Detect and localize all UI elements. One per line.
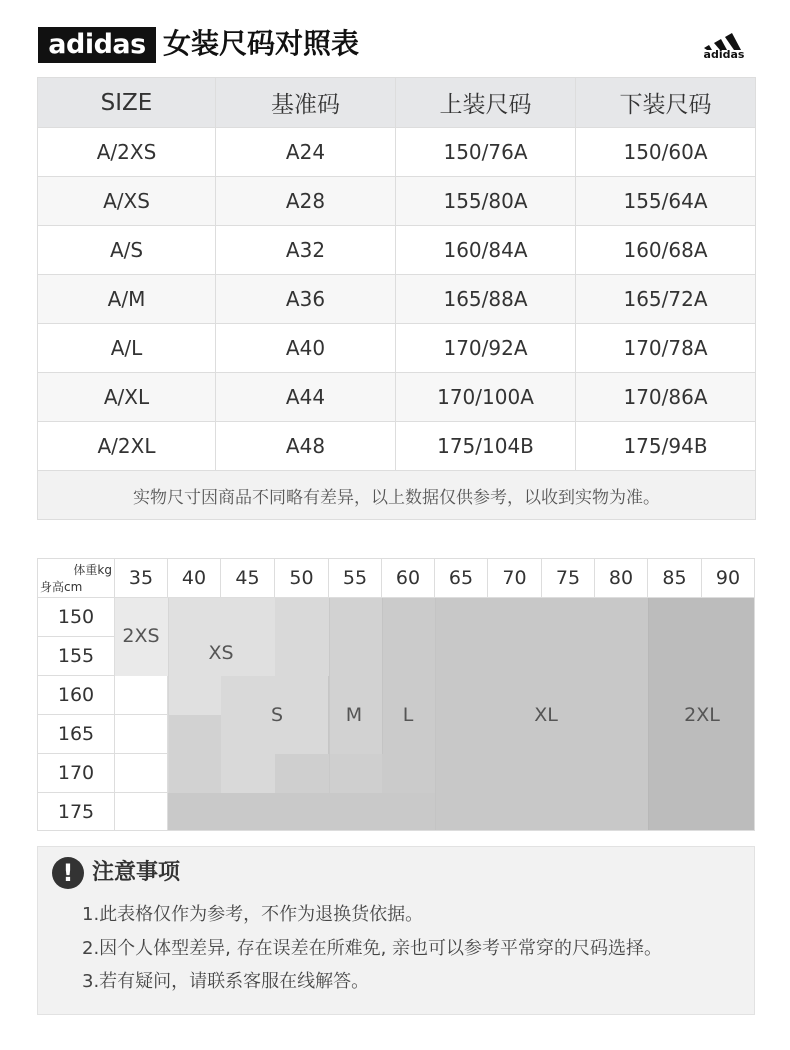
weight-header-cell: 75 bbox=[542, 559, 595, 598]
zone-label-xl: XL bbox=[534, 704, 558, 726]
size-table bbox=[37, 77, 756, 520]
empty-cell bbox=[115, 676, 168, 715]
table-row bbox=[38, 226, 756, 275]
zone-s-low bbox=[168, 715, 221, 793]
column-header-size: SIZE bbox=[38, 78, 216, 128]
table-cell: 155/64A bbox=[576, 177, 756, 226]
weight-header-cell: 80 bbox=[595, 559, 648, 598]
zone-s bbox=[275, 598, 329, 676]
table-cell: A32 bbox=[216, 226, 396, 275]
zone-m bbox=[329, 598, 382, 754]
zone-label-xs: XS bbox=[208, 642, 234, 664]
table-cell: 165/72A bbox=[576, 275, 756, 324]
table-cell: A28 bbox=[216, 177, 396, 226]
matrix-corner-cell bbox=[38, 559, 115, 598]
zone-l-bottom bbox=[168, 793, 435, 830]
zone-label-l: L bbox=[402, 704, 414, 726]
table-cell: 155/80A bbox=[396, 177, 576, 226]
column-header-base-code: 基准码 bbox=[216, 78, 396, 128]
note-item: 2.因个人体型差异, 存在误差在所难免, 亲也可以参考平常穿的尺码选择。 bbox=[82, 938, 663, 959]
height-row-cell: 165 bbox=[38, 715, 115, 754]
table-cell: 160/68A bbox=[576, 226, 756, 275]
table-cell: A/XS bbox=[38, 177, 216, 226]
height-row-cell: 155 bbox=[38, 637, 115, 676]
table-note-row bbox=[38, 471, 756, 520]
notes-title: 注意事项 bbox=[92, 860, 181, 885]
size-table-note: 实物尺寸因商品不同略有差异，以上数据仅供参考，以收到实物为准。 bbox=[38, 471, 756, 520]
table-cell: 165/88A bbox=[396, 275, 576, 324]
weight-header-cell: 60 bbox=[382, 559, 435, 598]
brand-name-box: adidas bbox=[38, 27, 156, 63]
column-header-bottom-size: 下装尺码 bbox=[576, 78, 756, 128]
zone-divider bbox=[382, 598, 383, 754]
table-cell: 170/78A bbox=[576, 324, 756, 373]
table-row bbox=[38, 373, 756, 422]
table-cell: A/2XS bbox=[38, 128, 216, 177]
table-cell: A/S bbox=[38, 226, 216, 275]
weight-header-cell: 55 bbox=[329, 559, 382, 598]
zone-label-m: M bbox=[345, 704, 363, 726]
table-cell: 175/94B bbox=[576, 422, 756, 471]
weight-header-cell: 40 bbox=[168, 559, 221, 598]
zone-divider bbox=[168, 598, 169, 793]
notes-panel bbox=[37, 846, 755, 1015]
table-cell: 150/76A bbox=[396, 128, 576, 177]
zone-xs bbox=[168, 598, 275, 676]
height-weight-matrix bbox=[37, 558, 755, 831]
empty-cell bbox=[115, 754, 168, 793]
table-cell: A36 bbox=[216, 275, 396, 324]
zone-divider bbox=[648, 598, 649, 830]
table-cell: A/2XL bbox=[38, 422, 216, 471]
table-cell: A44 bbox=[216, 373, 396, 422]
weight-header-cell: 35 bbox=[115, 559, 168, 598]
weight-header-cell: 85 bbox=[648, 559, 702, 598]
table-cell: 170/86A bbox=[576, 373, 756, 422]
zone-xs-lower bbox=[168, 676, 221, 715]
table-cell: A40 bbox=[216, 324, 396, 373]
table-row bbox=[38, 422, 756, 471]
table-cell: A/XL bbox=[38, 373, 216, 422]
note-item: 1.此表格仅作为参考，不作为退换货依据。 bbox=[82, 904, 424, 925]
weight-header-cell: 45 bbox=[221, 559, 275, 598]
weight-header-cell: 65 bbox=[435, 559, 488, 598]
zone-label-2xs: 2XS bbox=[122, 625, 160, 647]
zone-divider bbox=[329, 598, 330, 793]
page-title: 女装尺码对照表 bbox=[163, 27, 360, 60]
table-cell: 150/60A bbox=[576, 128, 756, 177]
table-row bbox=[38, 128, 756, 177]
empty-cell bbox=[115, 715, 168, 754]
height-row-cell: 175 bbox=[38, 793, 115, 830]
exclamation-icon: ! bbox=[52, 857, 84, 889]
table-cell: 175/104B bbox=[396, 422, 576, 471]
table-row bbox=[38, 324, 756, 373]
zone-label-s: S bbox=[270, 704, 284, 726]
note-item: 3.若有疑问，请联系客服在线解答。 bbox=[82, 971, 370, 992]
zone-label-2xl: 2XL bbox=[684, 704, 720, 726]
weight-axis-label: 体重kg bbox=[73, 563, 112, 577]
height-axis-label: 身高cm bbox=[40, 580, 83, 594]
logo-wordmark: adidas bbox=[703, 48, 745, 61]
table-cell: 170/100A bbox=[396, 373, 576, 422]
height-row-cell: 170 bbox=[38, 754, 115, 793]
height-row-cell: 160 bbox=[38, 676, 115, 715]
table-row bbox=[38, 177, 756, 226]
zone-divider bbox=[435, 598, 436, 830]
table-cell: A24 bbox=[216, 128, 396, 177]
weight-header-cell: 70 bbox=[488, 559, 542, 598]
zone-l bbox=[382, 598, 435, 793]
empty-cell bbox=[115, 793, 168, 830]
table-cell: A/M bbox=[38, 275, 216, 324]
weight-header-cell: 50 bbox=[275, 559, 329, 598]
table-cell: 160/84A bbox=[396, 226, 576, 275]
table-header-row bbox=[38, 78, 756, 128]
table-row bbox=[38, 275, 756, 324]
weight-header-cell: 90 bbox=[702, 559, 754, 598]
column-header-top-size: 上装尺码 bbox=[396, 78, 576, 128]
table-cell: A/L bbox=[38, 324, 216, 373]
height-row-cell: 150 bbox=[38, 598, 115, 637]
table-cell: 170/92A bbox=[396, 324, 576, 373]
table-cell: A48 bbox=[216, 422, 396, 471]
